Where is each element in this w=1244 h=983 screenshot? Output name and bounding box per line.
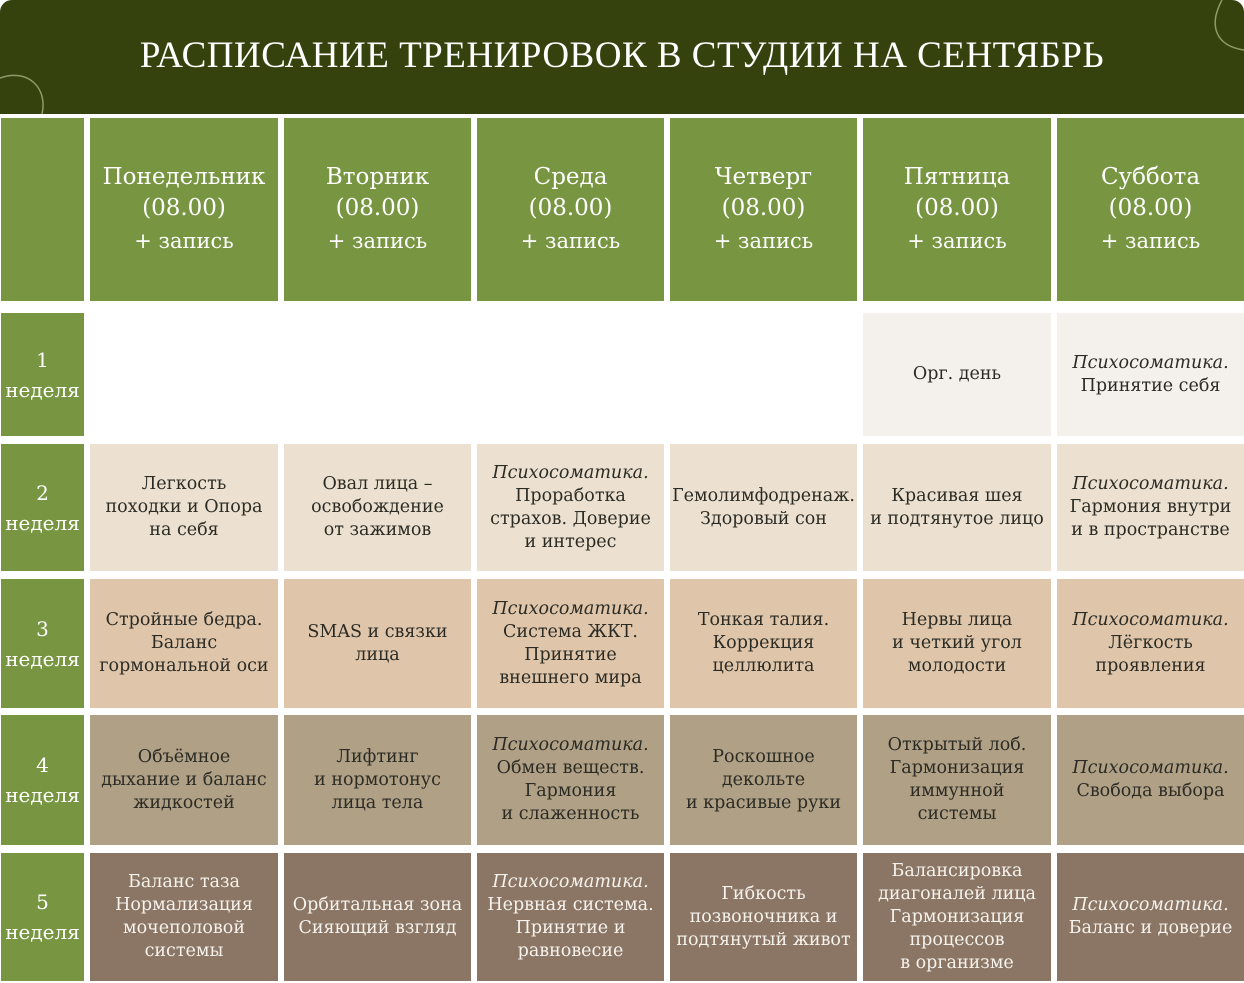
cell-emphasis: Психосоматика. — [1072, 758, 1229, 778]
cell-line: Гармония — [524, 781, 617, 801]
cell-emphasis: Психосоматика. — [492, 462, 649, 483]
day-note: + запись — [713, 228, 814, 253]
cell-line: Балансировка — [891, 860, 1023, 881]
cell-emphasis: Психосоматика. — [492, 598, 649, 619]
schedule-cell-week3-day4 — [670, 579, 857, 708]
schedule-cell-week3-day3 — [477, 579, 664, 708]
cell-line: мочеполовой — [123, 918, 245, 938]
cell-line: и в пространстве — [1071, 520, 1230, 540]
day-note: + запись — [1100, 228, 1201, 253]
week-label-5 — [1, 853, 84, 981]
cell-line: Коррекция — [712, 633, 815, 653]
cell-text — [888, 734, 1027, 826]
cell-line: целлюлита — [712, 656, 815, 676]
cell-line: позвоночника и — [689, 906, 838, 927]
day-header-monday — [90, 118, 278, 301]
cell-text — [311, 473, 444, 542]
schedule-cell-week4-day1 — [90, 715, 278, 845]
cell-line: Тонкая талия. — [697, 610, 830, 630]
week-number: 4 — [36, 753, 49, 777]
cell-emphasis: Психосоматика. — [1072, 895, 1229, 915]
cell-line: Гармонизация — [889, 906, 1025, 927]
cell-text — [672, 485, 855, 531]
day-time: (08.00) — [142, 194, 226, 221]
cell-line: Гемолимфодренаж. — [672, 485, 855, 506]
cell-line: Гармонизация — [889, 758, 1025, 778]
schedule-cell-week4-day5 — [863, 715, 1051, 845]
cell-line: SMAS и связки — [307, 621, 448, 642]
week-number: 2 — [36, 480, 49, 505]
cell-text — [1072, 609, 1228, 678]
cell-line: страхов. Доверие — [490, 508, 651, 529]
week-number: 3 — [36, 616, 49, 641]
schedule-cell-week2-day1 — [90, 444, 278, 571]
cell-line: Принятие — [524, 644, 617, 665]
cell-text — [314, 746, 441, 815]
schedule-cell-week2-day5 — [863, 444, 1051, 571]
schedule-cell-week5-day6 — [1057, 853, 1244, 981]
day-note: + запись — [134, 228, 234, 253]
week-label-1 — [1, 313, 84, 436]
cell-text — [492, 734, 648, 826]
schedule-cell-week4-day2 — [284, 715, 471, 845]
day-note: + запись — [327, 228, 428, 253]
cell-line: проявления — [1095, 656, 1206, 676]
cell-line: Обмен веществ. — [496, 758, 645, 778]
cell-line: гормональной оси — [99, 656, 269, 676]
schedule-cell-week5-day4 — [670, 853, 857, 981]
cell-line: лица — [355, 644, 400, 665]
cell-line: Объёмное — [137, 746, 231, 767]
cell-line: декольте — [721, 769, 806, 790]
cell-line: и нормотонус — [314, 769, 441, 790]
cell-line: внешнего мира — [499, 667, 642, 688]
cell-line: от зажимов — [323, 520, 432, 540]
cell-emphasis: Психосоматика. — [1072, 352, 1229, 373]
cell-text — [106, 473, 263, 542]
corner-cell — [1, 118, 84, 301]
cell-line: освобождение — [311, 497, 444, 517]
schedule-cell-week1-day6 — [1057, 313, 1244, 436]
day-name: Вторник — [325, 163, 430, 190]
day-header-saturday — [1057, 118, 1244, 301]
cell-text — [686, 746, 841, 815]
cell-line: Лёгкость — [1108, 633, 1193, 653]
cell-text — [487, 871, 653, 963]
schedule-cell-week5-day5 — [863, 853, 1051, 981]
cell-text — [1070, 473, 1232, 542]
week-word: неделя — [5, 646, 80, 671]
schedule-cell-week3-day6 — [1057, 579, 1244, 708]
cell-text — [99, 609, 268, 678]
day-header-tuesday — [284, 118, 471, 301]
cell-emphasis: Психосоматика. — [1072, 474, 1229, 494]
cell-line: системы — [144, 941, 224, 961]
cell-line: Принятие и — [515, 918, 626, 938]
cell-line: и слаженность — [501, 804, 640, 824]
schedule-cell-week3-day1 — [90, 579, 278, 708]
cell-text — [913, 363, 1001, 386]
week-word: неделя — [5, 920, 80, 944]
cell-line: Баланс таза — [128, 872, 240, 892]
week-number: 5 — [36, 890, 49, 914]
cell-line: Свобода выбора — [1076, 781, 1225, 801]
cell-text — [307, 621, 447, 667]
cell-emphasis: Психосоматика. — [1072, 610, 1229, 630]
schedule-cell-week2-day2 — [284, 444, 471, 571]
cell-line: Баланс и доверие — [1068, 918, 1233, 938]
day-time: (08.00) — [528, 194, 613, 221]
schedule-cell-week3-day5 — [863, 579, 1051, 708]
week-label-2 — [1, 444, 84, 571]
day-time: (08.00) — [1108, 194, 1193, 221]
day-name: Суббота — [1100, 163, 1201, 190]
cell-line: Проработка — [515, 485, 626, 506]
cell-text — [870, 485, 1044, 531]
schedule-cell-week1-day4 — [670, 313, 857, 436]
cell-line: диагоналей лица — [878, 883, 1036, 904]
schedule-cell-week2-day3 — [477, 444, 664, 571]
cell-text — [490, 462, 651, 554]
week-label-3 — [1, 579, 84, 708]
schedule-cell-week4-day6 — [1057, 715, 1244, 845]
schedule-cell-week5-day1 — [90, 853, 278, 981]
cell-line: Лифтинг — [336, 746, 419, 767]
day-header-thursday — [670, 118, 857, 301]
week-word: неделя — [5, 377, 80, 402]
schedule-cell-week1-day2 — [284, 313, 471, 436]
cell-line: Красивая шея — [891, 485, 1023, 506]
cell-line: процессов — [909, 929, 1005, 950]
cell-line: и подтянутое лицо — [870, 508, 1044, 529]
day-time: (08.00) — [915, 194, 999, 221]
cell-line: молодости — [907, 656, 1007, 676]
cell-line: в организме — [900, 952, 1014, 973]
schedule-cell-week5-day3 — [477, 853, 664, 981]
cell-line: Легкость — [141, 474, 227, 494]
cell-text — [698, 609, 829, 678]
cell-emphasis: Психосоматика. — [492, 735, 649, 755]
cell-line: Орг. день — [912, 364, 1002, 384]
cell-text — [1072, 352, 1228, 398]
cell-line: Принятие себя — [1080, 375, 1221, 396]
cell-line: жидкостей — [133, 792, 235, 813]
schedule-cell-week4-day4 — [670, 715, 857, 845]
cell-line: Нервная система. — [487, 895, 654, 915]
day-time: (08.00) — [335, 194, 420, 221]
day-header-wednesday — [477, 118, 664, 301]
cell-line: Нервы лица — [901, 610, 1013, 630]
cell-text — [115, 871, 253, 963]
cell-text — [676, 883, 850, 952]
cell-emphasis: Психосоматика. — [492, 872, 649, 892]
cell-text — [492, 598, 648, 690]
week-word: неделя — [5, 510, 80, 535]
cell-line: и интерес — [524, 531, 617, 552]
schedule-cell-week2-day4 — [670, 444, 857, 571]
schedule-cell-week5-day2 — [284, 853, 471, 981]
cell-line: походки и Опора — [105, 497, 263, 517]
cell-line: равновесие — [517, 941, 624, 961]
schedule-cell-week1-day1 — [90, 313, 278, 436]
cell-line: Орбитальная зона — [292, 895, 463, 915]
week-number: 1 — [36, 347, 49, 372]
day-note: + запись — [907, 228, 1007, 253]
day-name: Понедельник — [102, 163, 266, 190]
cell-line: Роскошное — [712, 746, 815, 767]
cell-text — [1069, 894, 1233, 940]
cell-line: и четкий угол — [892, 633, 1022, 653]
cell-line: на себя — [149, 520, 219, 540]
cell-line: и красивые руки — [685, 792, 842, 813]
cell-text — [1072, 757, 1228, 803]
week-label-4 — [1, 715, 84, 845]
cell-text — [101, 746, 266, 815]
cell-line: системы — [917, 804, 997, 824]
day-time: (08.00) — [721, 194, 806, 221]
schedule-cell-week1-day5 — [863, 313, 1051, 436]
week-word: неделя — [5, 783, 80, 807]
schedule-cell-week2-day6 — [1057, 444, 1244, 571]
cell-line: иммунной — [909, 781, 1005, 801]
cell-line: дыхание и баланс — [101, 769, 267, 790]
cell-line: Стройные бедра. — [105, 610, 263, 630]
cell-line: Здоровый сон — [700, 508, 827, 529]
cell-line: Открытый лоб. — [887, 735, 1027, 755]
cell-text — [293, 894, 462, 940]
schedule-cell-week4-day3 — [477, 715, 664, 845]
cell-text — [878, 860, 1036, 975]
day-name: Среда — [533, 163, 608, 190]
cell-line: Нормализация — [115, 895, 253, 915]
day-name: Четверг — [714, 163, 813, 190]
cell-line: Гибкость — [721, 883, 806, 904]
cell-line: Система ЖКТ. — [503, 621, 638, 642]
day-header-friday — [863, 118, 1051, 301]
cell-line: подтянутый живот — [676, 929, 851, 950]
cell-line: Сияющий взгляд — [298, 918, 457, 938]
header-banner — [0, 0, 1244, 114]
day-note: + запись — [520, 228, 621, 253]
cell-line: Овал лица – — [322, 474, 433, 494]
schedule-cell-week1-day3 — [477, 313, 664, 436]
cell-text — [892, 609, 1022, 678]
cell-line: Баланс — [150, 633, 218, 653]
schedule-cell-week3-day2 — [284, 579, 471, 708]
day-name: Пятница — [903, 163, 1011, 190]
cell-line: лица тела — [331, 792, 424, 813]
cell-line: Гармония внутри — [1069, 497, 1232, 517]
page-title: РАСПИСАНИЕ ТРЕНИРОВОК В СТУДИИ НА СЕНТЯБРЬ — [139, 35, 1105, 76]
